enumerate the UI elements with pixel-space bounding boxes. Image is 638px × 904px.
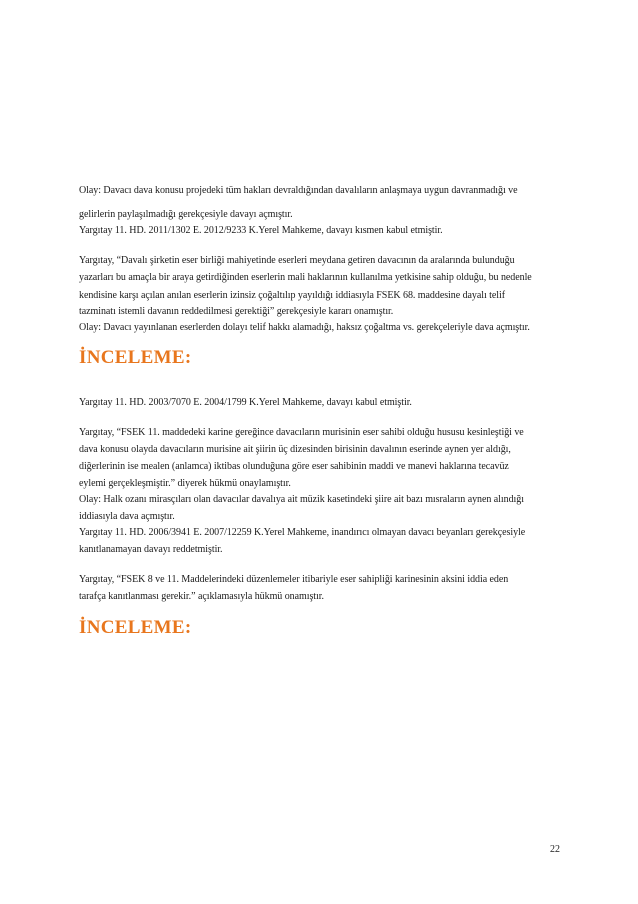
paragraph-line: eylemi gerçekleşmiştir.” diyerek hükmü onaylamıştır. bbox=[79, 478, 291, 489]
page-number: 22 bbox=[550, 844, 560, 855]
paragraph-line: gelirlerin paylaşılmadığı gerekçesiyle davayı açmıştır. bbox=[79, 209, 293, 220]
paragraph-line: Yargıtay 11. HD. 2006/3941 E. 2007/12259 K.Yerel Mahkeme, inandırıcı olmayan davacı beyanları gerekçesiyle bbox=[79, 527, 526, 538]
paragraph-line: dava konusu olayda davacıların murisine ait şiirin üç dizesinden birisinin davalının eserinde aynen yer aldığı, bbox=[79, 444, 511, 455]
paragraph-line: kendisine karşı açılan anılan eserlerin izinsiz çoğaltılıp yayıldığı iddiasıyla FSEK 68. maddesine dayalı telif bbox=[79, 290, 506, 301]
paragraph-line: iddiasıyla dava açmıştır. bbox=[79, 511, 175, 522]
paragraph-line: tazminatı istemli davanın reddedilmesi gerektiği” gerekçesiyle kararı onamıştır. bbox=[79, 306, 394, 317]
paragraph-line: Yargıtay 11. HD. 2003/7070 E. 2004/1799 K.Yerel Mahkeme, davayı kabul etmiştir. bbox=[79, 397, 412, 408]
paragraph-line: Yargıtay, “FSEK 8 ve 11. Maddelerindeki düzenlemeler itibariyle eser sahipliği karinesinin aksini iddia eden bbox=[79, 574, 509, 585]
paragraph-line: diğerlerinin ise mealen (anlamca) iktibas olunduğuna göre eser sahibinin maddi ve manevi haklarına tecavüz bbox=[79, 461, 509, 472]
section-heading: İNCELEME: bbox=[79, 347, 192, 368]
paragraph-line: yazarları bu amaçla bir araya getirdiğinden eserlerin mali haklarının kullanılma yetkisine sahip olduğu, bu nedenle bbox=[79, 272, 532, 283]
paragraph-line: Olay: Davacı dava konusu projedeki tüm hakları devraldığından davalıların anlaşmaya uygun davranmadığı ve bbox=[79, 185, 518, 196]
paragraph-line: Yargıtay 11. HD. 2011/1302 E. 2012/9233 K.Yerel Mahkeme, davayı kısmen kabul etmiştir. bbox=[79, 225, 443, 236]
paragraph-line: kanıtlanamayan davayı reddetmiştir. bbox=[79, 544, 223, 555]
paragraph-line: Olay: Halk ozanı mirasçıları olan davacılar davalıya ait müzik kasetindeki şiire ait bazı mısraların aynen alındığı bbox=[79, 494, 524, 505]
paragraph-line: Olay: Davacı yayınlanan eserlerden dolayı telif hakkı alamadığı, haksız çoğaltma vs. gerekçeleriyle dava açmıştır. bbox=[79, 322, 530, 333]
paragraph-line: Yargıtay, “FSEK 11. maddedeki karine gereğince davacıların murisinin eser sahibi olduğu hususu kesinleştiği ve bbox=[79, 427, 524, 438]
section-heading: İNCELEME: bbox=[79, 617, 192, 638]
paragraph-line: Yargıtay, “Davalı şirketin eser birliği mahiyetinde eserleri meydana getiren davacının da aralarında bulunduğu bbox=[79, 255, 515, 266]
paragraph-line: tarafça kanıtlanması gerekir.” açıklamasıyla hükmü onamıştır. bbox=[79, 591, 324, 602]
